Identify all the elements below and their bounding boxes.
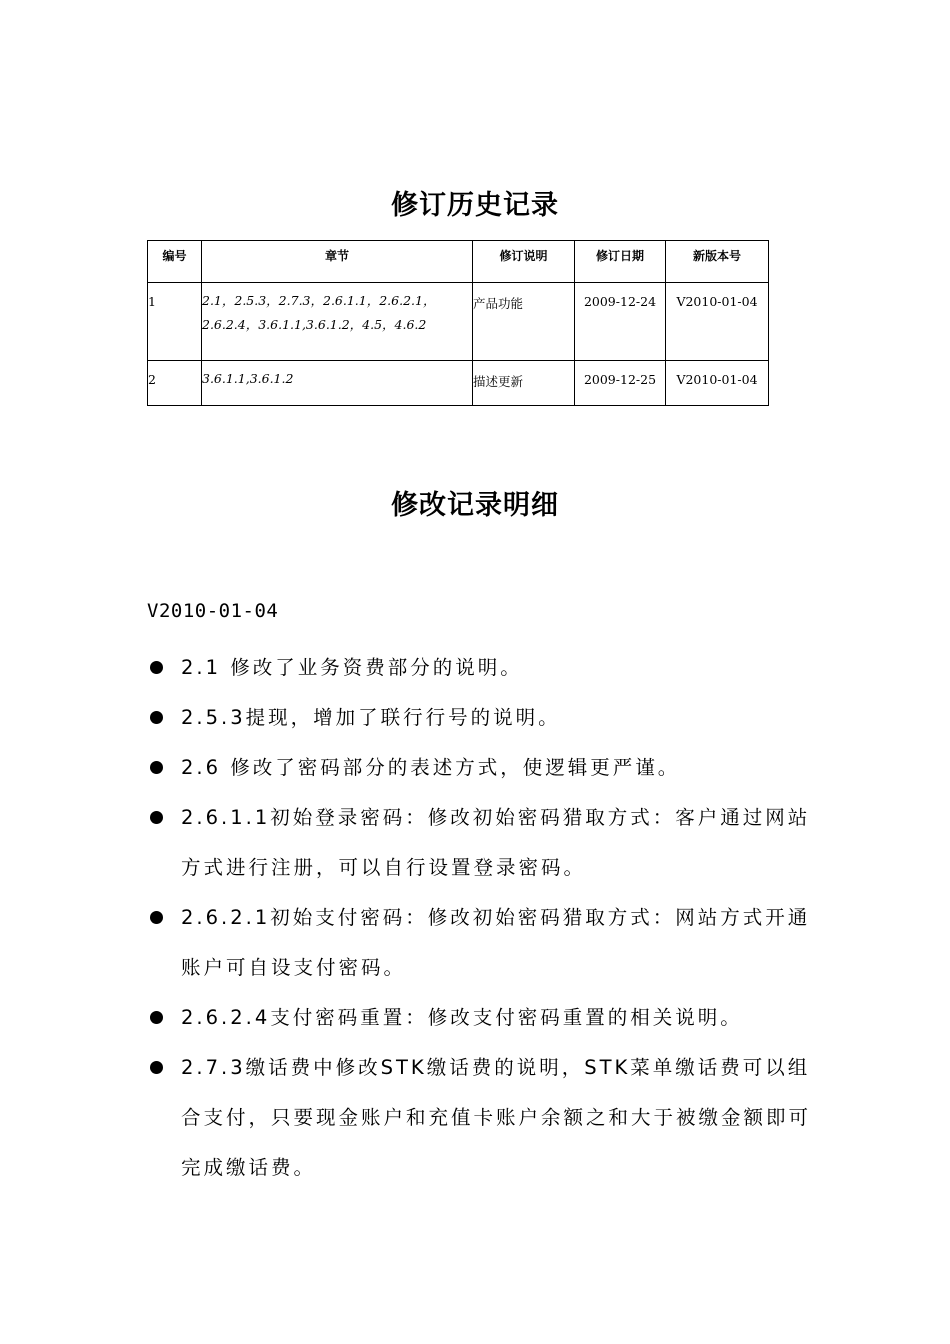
list-item [147,793,827,893]
bullet-icon [150,811,163,824]
list-item-text: 2.1 修改了业务资费部分的说明。 [181,656,523,679]
list-item [147,1043,827,1193]
list-item [147,743,827,793]
list-item [147,693,827,743]
bullet-icon [150,711,163,724]
list-item [147,893,827,993]
list-item-text: 2.6.1.1初始登录密码：修改初始密码猎取方式：客户通过网站方式进行注册，可以自行设置登录密码。 [181,806,811,879]
header-date: 修订日期 [575,241,666,283]
header-description: 修订说明 [473,241,575,283]
list-item-text: 2.7.3缴话费中修改STK缴话费的说明，STK菜单缴话费可以组合支付，只要现金账户和充值卡账户余额之和大于被缴金额即可完成缴话费。 [181,1056,812,1179]
bullet-icon [150,911,163,924]
header-version: 新版本号 [666,241,769,283]
row-description: 产品功能 [473,283,575,361]
change-details-title: 修改记录明细 [391,490,559,521]
row-number: 2 [148,361,202,406]
list-item-text: 2.6 修改了密码部分的表述方式，使逻辑更严谨。 [181,756,681,779]
row-chapters: 3.6.1.1,3.6.1.2 [202,361,473,406]
list-item-text: 2.6.2.4支付密码重置：修改支付密码重置的相关说明。 [181,1006,743,1029]
bullet-icon [150,1011,163,1024]
list-item [147,643,827,693]
row-version: V2010-01-04 [666,361,769,406]
row-date: 2009-12-24 [575,283,666,361]
list-item-text: 2.5.3提现，增加了联行行号的说明。 [181,706,561,729]
row-number: 1 [148,283,202,361]
header-number: 编号 [148,241,202,283]
version-label: V2010-01-04 [147,600,279,622]
bullet-icon [150,661,163,674]
bullet-icon [150,1061,163,1074]
table-row [148,361,769,406]
row-chapters: 2.1，2.5.3，2.7.3，2.6.1.1，2.6.2.1，2.6.2.4，3.6.1.1,3.6.1.2，4.5，4.6.2 [202,283,473,361]
change-list [147,643,827,1193]
list-item-text: 2.6.2.1初始支付密码：修改初始密码猎取方式：网站方式开通账户可自设支付密码。 [181,906,811,979]
row-date: 2009-12-25 [575,361,666,406]
bullet-icon [150,761,163,774]
header-chapter: 章节 [202,241,473,283]
list-item [147,993,827,1043]
row-description: 描述更新 [473,361,575,406]
table-header-row [148,241,769,283]
row-version: V2010-01-04 [666,283,769,361]
revision-history-title: 修订历史记录 [391,190,559,221]
table-row [148,283,769,361]
revision-history-table [147,240,769,406]
